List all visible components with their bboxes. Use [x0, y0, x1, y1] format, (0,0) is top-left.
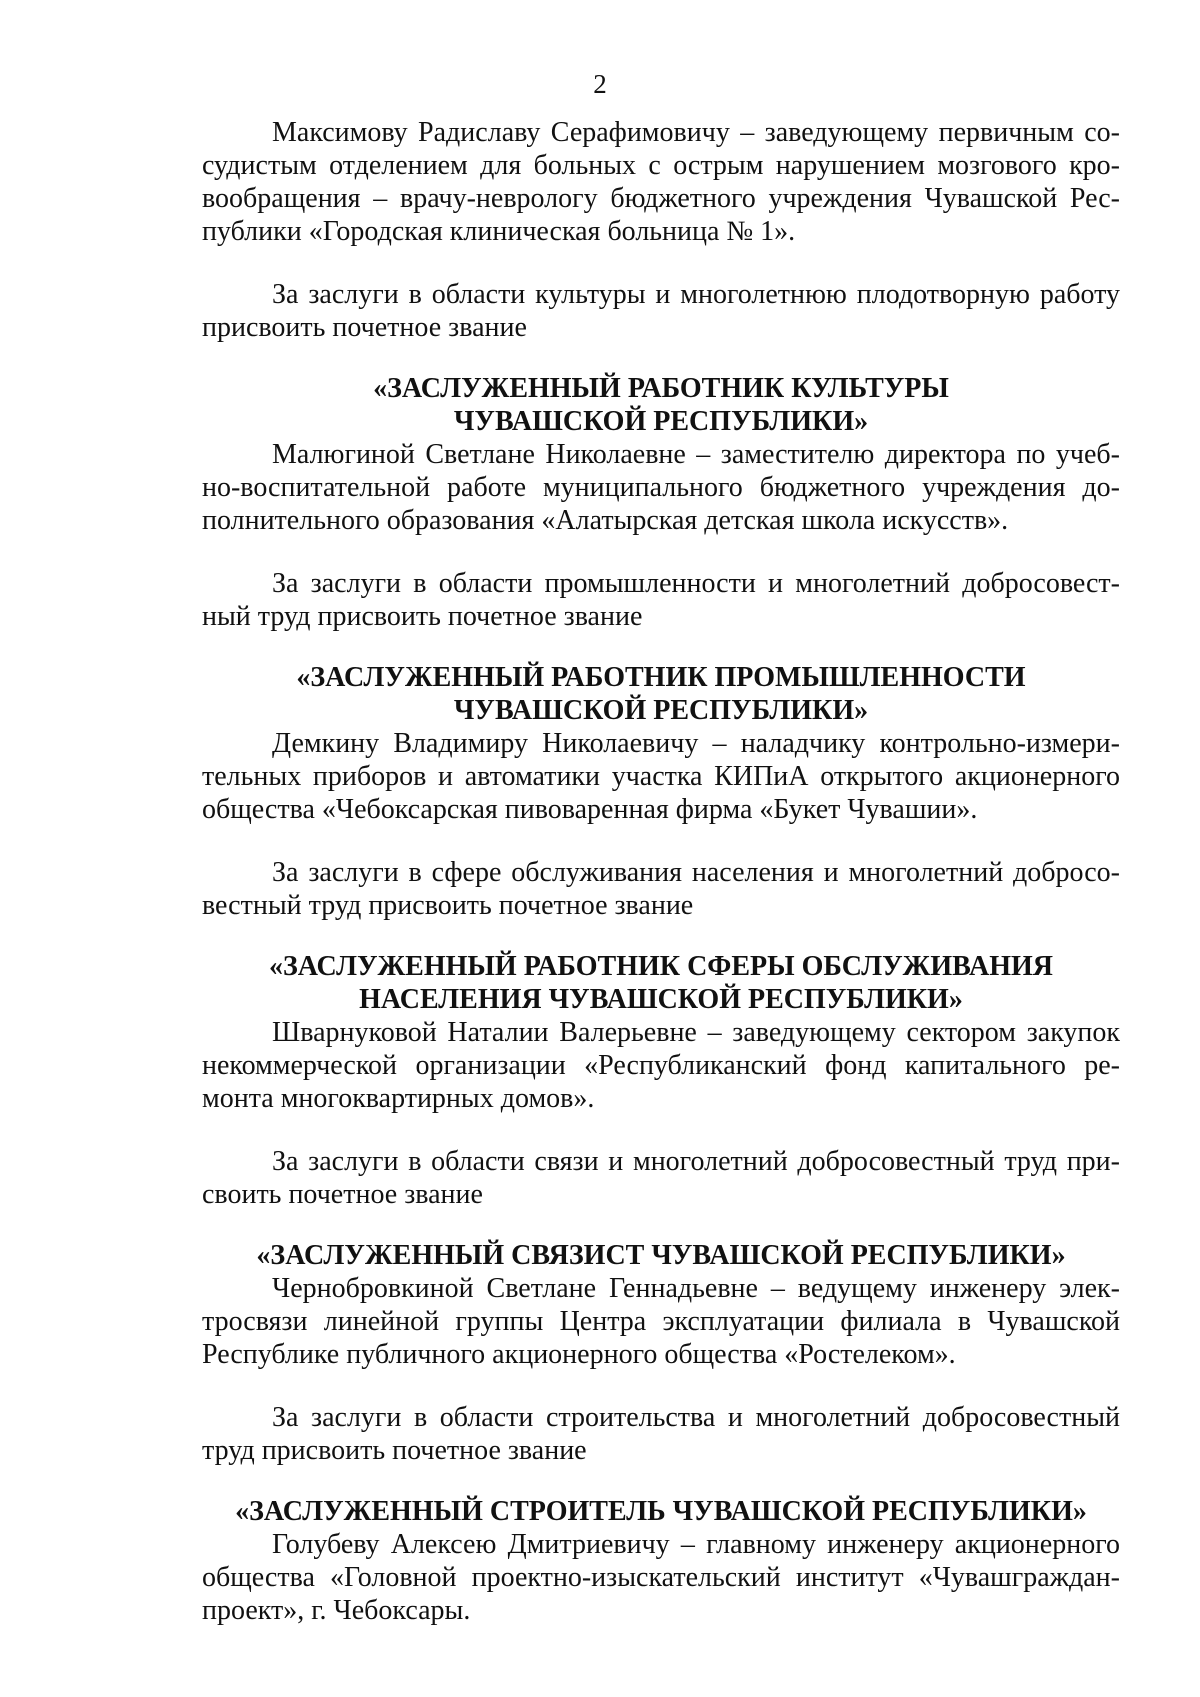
award-title	[202, 1495, 1120, 1528]
award-title-line: ЧУВАШСКОЙ РЕСПУБЛИКИ»	[453, 406, 869, 437]
award-title	[202, 950, 1120, 1016]
award-recipient: Максимову Радиславу Серафимовичу – заведующему первичным сосудистым отделением для больных с острым нарушением мозгового кровообращения – врачу-неврологу бюджетного учреждения Чувашской Республики «Городская клиническая больница № 1».	[202, 117, 1120, 247]
award-intro: За заслуги в области строительства и многолетний добросовестный труд присвоить почетное звание	[202, 1402, 1120, 1466]
award-title-line: «ЗАСЛУЖЕННЫЙ РАБОТНИК СФЕРЫ ОБСЛУЖИВАНИЯ	[268, 951, 1054, 982]
award-recipient: Демкину Владимиру Николаевичу – наладчику контрольно-измерительных приборов и автоматики участка КИПиА открытого акционерного общества «Чебоксарская пивоваренная фирма «Букет Чувашии».	[202, 728, 1120, 825]
award-recipient: Шварнуковой Наталии Валерьевне – заведующему сектором закупок некоммерческой организации «Республиканский фонд капитального ремонта многоквартирных домов».	[202, 1017, 1120, 1114]
award-intro: За заслуги в области культуры и многолетнюю плодотворную работу присвоить почетное звание	[202, 279, 1120, 343]
award-title-line: «ЗАСЛУЖЕННЫЙ СТРОИТЕЛЬ ЧУВАШСКОЙ РЕСПУБЛИКИ»	[235, 1496, 1087, 1527]
page-number: 2	[593, 69, 607, 99]
award-intro: За заслуги в области промышленности и многолетний добросовестный труд присвоить почетное звание	[202, 568, 1120, 632]
award-title	[202, 661, 1120, 727]
document-body	[202, 116, 1120, 1627]
award-title-line: ЧУВАШСКОЙ РЕСПУБЛИКИ»	[453, 695, 869, 726]
award-title	[202, 1239, 1120, 1272]
award-intro: За заслуги в области связи и многолетний добросовестный труд присвоить почетное звание	[202, 1146, 1120, 1210]
award-title-line: «ЗАСЛУЖЕННЫЙ РАБОТНИК ПРОМЫШЛЕННОСТИ	[296, 662, 1026, 693]
award-title-line: «ЗАСЛУЖЕННЫЙ СВЯЗИСТ ЧУВАШСКОЙ РЕСПУБЛИКИ»	[256, 1240, 1066, 1271]
award-recipient: Чернобровкиной Светлане Геннадьевне – ведущему инженеру электросвязи линейной группы Центра эксплуатации филиала в Чувашской Республике публичного акционерного общества «Ростелеком».	[202, 1273, 1120, 1370]
award-title-line: НАСЕЛЕНИЯ ЧУВАШСКОЙ РЕСПУБЛИКИ»	[359, 984, 963, 1015]
award-recipient: Малюгиной Светлане Николаевне – заместителю директора по учебно-воспитательной работе муниципального бюджетного учреждения дополнительного образования «Алатырская детская школа искусств».	[202, 439, 1120, 536]
award-recipient: Голубеву Алексею Дмитриевичу – главному инженеру акционерного общества «Головной проектно-изыскательский институт «Чувашгражданпроект», г. Чебоксары.	[202, 1529, 1120, 1626]
award-title-line: «ЗАСЛУЖЕННЫЙ РАБОТНИК КУЛЬТУРЫ	[373, 373, 949, 404]
award-intro: За заслуги в сфере обслуживания населения и многолетний добросовестный труд присвоить почетное звание	[202, 857, 1120, 921]
award-title	[202, 372, 1120, 438]
